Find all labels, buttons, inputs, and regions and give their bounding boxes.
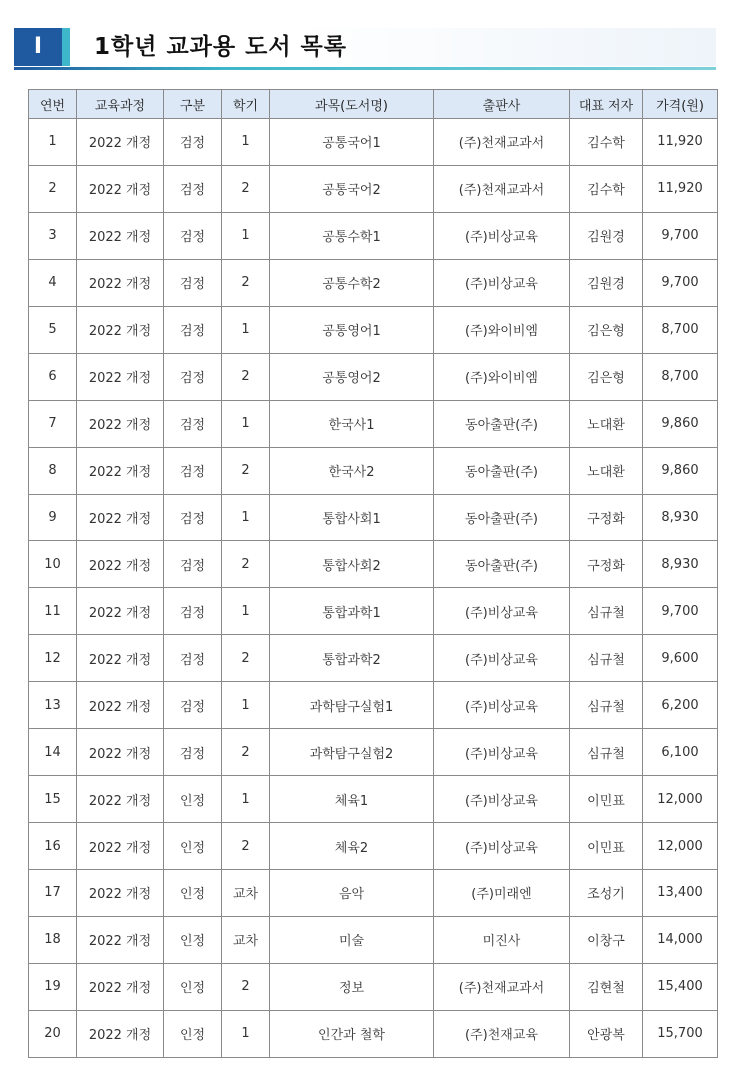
semester-cell: 1 <box>222 306 270 353</box>
section-marker: I <box>14 28 62 66</box>
price-cell: 9,700 <box>643 259 718 306</box>
price-cell: 8,930 <box>643 541 718 588</box>
publisher-cell: 동아출판(주) <box>434 494 570 541</box>
publisher-cell: (주)미래엔 <box>434 870 570 917</box>
publisher-cell: (주)비상교육 <box>434 729 570 776</box>
table-row <box>29 306 718 353</box>
subject-cell: 인간과 철학 <box>270 1010 434 1057</box>
type-cell: 인정 <box>164 776 222 823</box>
author-cell: 김원경 <box>570 212 643 259</box>
type-cell: 검정 <box>164 729 222 776</box>
type-cell: 인정 <box>164 916 222 963</box>
author-cell: 노대환 <box>570 447 643 494</box>
curriculum-cell: 2022 개정 <box>77 494 164 541</box>
type-cell: 검정 <box>164 635 222 682</box>
table-row <box>29 165 718 212</box>
table-row <box>29 494 718 541</box>
publisher-cell: (주)와이비엠 <box>434 353 570 400</box>
subject-cell: 과학탐구실험1 <box>270 682 434 729</box>
price-cell: 14,000 <box>643 916 718 963</box>
price-cell: 8,930 <box>643 494 718 541</box>
publisher-cell: (주)비상교육 <box>434 635 570 682</box>
price-cell: 9,700 <box>643 212 718 259</box>
table-body <box>29 119 718 1058</box>
curriculum-cell: 2022 개정 <box>77 729 164 776</box>
price-cell: 15,700 <box>643 1010 718 1057</box>
semester-cell: 1 <box>222 682 270 729</box>
curriculum-cell: 2022 개정 <box>77 306 164 353</box>
publisher-cell: (주)와이비엠 <box>434 306 570 353</box>
curriculum-cell: 2022 개정 <box>77 1010 164 1057</box>
curriculum-cell: 2022 개정 <box>77 776 164 823</box>
subject-cell: 체육1 <box>270 776 434 823</box>
row-no: 5 <box>29 306 77 353</box>
publisher-cell: (주)비상교육 <box>434 776 570 823</box>
row-no: 8 <box>29 447 77 494</box>
row-no: 16 <box>29 823 77 870</box>
row-no: 11 <box>29 588 77 635</box>
column-header-no: 연번 <box>29 90 77 119</box>
author-cell: 김수학 <box>570 165 643 212</box>
author-cell: 구정화 <box>570 494 643 541</box>
curriculum-cell: 2022 개정 <box>77 916 164 963</box>
type-cell: 검정 <box>164 494 222 541</box>
semester-cell: 2 <box>222 541 270 588</box>
marker-accent-bar <box>62 28 70 66</box>
type-cell: 검정 <box>164 165 222 212</box>
row-no: 6 <box>29 353 77 400</box>
section-header <box>14 28 716 70</box>
curriculum-cell: 2022 개정 <box>77 588 164 635</box>
curriculum-cell: 2022 개정 <box>77 353 164 400</box>
price-cell: 9,700 <box>643 588 718 635</box>
price-cell: 8,700 <box>643 306 718 353</box>
type-cell: 검정 <box>164 541 222 588</box>
type-cell: 검정 <box>164 682 222 729</box>
table-row <box>29 541 718 588</box>
publisher-cell: (주)비상교육 <box>434 259 570 306</box>
table-row <box>29 1010 718 1057</box>
column-header-publisher: 출판사 <box>434 90 570 119</box>
publisher-cell: (주)천재교과서 <box>434 963 570 1010</box>
type-cell: 검정 <box>164 353 222 400</box>
curriculum-cell: 2022 개정 <box>77 682 164 729</box>
price-cell: 9,860 <box>643 400 718 447</box>
semester-cell: 2 <box>222 353 270 400</box>
price-cell: 8,700 <box>643 353 718 400</box>
row-no: 19 <box>29 963 77 1010</box>
price-cell: 11,920 <box>643 165 718 212</box>
price-cell: 6,200 <box>643 682 718 729</box>
subject-cell: 미술 <box>270 916 434 963</box>
subject-cell: 한국사1 <box>270 400 434 447</box>
subject-cell: 공통국어2 <box>270 165 434 212</box>
curriculum-cell: 2022 개정 <box>77 635 164 682</box>
publisher-cell: 동아출판(주) <box>434 447 570 494</box>
price-cell: 13,400 <box>643 870 718 917</box>
row-no: 14 <box>29 729 77 776</box>
column-header-price: 가격(원) <box>643 90 718 119</box>
column-header-author: 대표 저자 <box>570 90 643 119</box>
type-cell: 인정 <box>164 870 222 917</box>
table-row <box>29 212 718 259</box>
table-row <box>29 776 718 823</box>
semester-cell: 2 <box>222 259 270 306</box>
semester-cell: 2 <box>222 729 270 776</box>
author-cell: 조성기 <box>570 870 643 917</box>
subject-cell: 공통영어1 <box>270 306 434 353</box>
type-cell: 검정 <box>164 259 222 306</box>
subject-cell: 공통수학2 <box>270 259 434 306</box>
publisher-cell: (주)비상교육 <box>434 588 570 635</box>
table-header-row <box>29 90 718 119</box>
subject-cell: 체육2 <box>270 823 434 870</box>
publisher-cell: (주)천재교육 <box>434 1010 570 1057</box>
row-no: 10 <box>29 541 77 588</box>
author-cell: 심규철 <box>570 635 643 682</box>
semester-cell: 1 <box>222 588 270 635</box>
publisher-cell: (주)천재교과서 <box>434 165 570 212</box>
row-no: 4 <box>29 259 77 306</box>
semester-cell: 1 <box>222 212 270 259</box>
publisher-cell: (주)비상교육 <box>434 212 570 259</box>
publisher-cell: (주)비상교육 <box>434 823 570 870</box>
semester-cell: 2 <box>222 447 270 494</box>
table-row <box>29 119 718 166</box>
author-cell: 김은형 <box>570 306 643 353</box>
type-cell: 인정 <box>164 823 222 870</box>
curriculum-cell: 2022 개정 <box>77 119 164 166</box>
curriculum-cell: 2022 개정 <box>77 870 164 917</box>
subject-cell: 정보 <box>270 963 434 1010</box>
table-row <box>29 635 718 682</box>
publisher-cell: (주)천재교과서 <box>434 119 570 166</box>
row-no: 2 <box>29 165 77 212</box>
table-row <box>29 682 718 729</box>
curriculum-cell: 2022 개정 <box>77 259 164 306</box>
semester-cell: 교차 <box>222 870 270 917</box>
author-cell: 안광복 <box>570 1010 643 1057</box>
page-title: 1학년 교과용 도서 목록 <box>94 34 347 60</box>
semester-cell: 교차 <box>222 916 270 963</box>
publisher-cell: 동아출판(주) <box>434 541 570 588</box>
semester-cell: 1 <box>222 776 270 823</box>
table-row <box>29 353 718 400</box>
curriculum-cell: 2022 개정 <box>77 165 164 212</box>
publisher-cell: (주)비상교육 <box>434 682 570 729</box>
semester-cell: 1 <box>222 494 270 541</box>
price-cell: 9,860 <box>643 447 718 494</box>
subject-cell: 음악 <box>270 870 434 917</box>
column-header-type: 구분 <box>164 90 222 119</box>
author-cell: 김수학 <box>570 119 643 166</box>
curriculum-cell: 2022 개정 <box>77 823 164 870</box>
semester-cell: 2 <box>222 165 270 212</box>
subject-cell: 통합사회2 <box>270 541 434 588</box>
price-cell: 12,000 <box>643 776 718 823</box>
subject-cell: 통합과학1 <box>270 588 434 635</box>
header-underline <box>14 67 716 70</box>
curriculum-cell: 2022 개정 <box>77 447 164 494</box>
price-cell: 9,600 <box>643 635 718 682</box>
semester-cell: 1 <box>222 400 270 447</box>
type-cell: 검정 <box>164 306 222 353</box>
row-no: 20 <box>29 1010 77 1057</box>
table-row <box>29 916 718 963</box>
price-cell: 12,000 <box>643 823 718 870</box>
semester-cell: 1 <box>222 1010 270 1057</box>
type-cell: 검정 <box>164 447 222 494</box>
publisher-cell: 동아출판(주) <box>434 400 570 447</box>
semester-cell: 1 <box>222 119 270 166</box>
author-cell: 이민표 <box>570 776 643 823</box>
subject-cell: 한국사2 <box>270 447 434 494</box>
author-cell: 이민표 <box>570 823 643 870</box>
type-cell: 검정 <box>164 400 222 447</box>
table-row <box>29 400 718 447</box>
subject-cell: 통합과학2 <box>270 635 434 682</box>
subject-cell: 과학탐구실험2 <box>270 729 434 776</box>
row-no: 18 <box>29 916 77 963</box>
row-no: 1 <box>29 119 77 166</box>
price-cell: 15,400 <box>643 963 718 1010</box>
row-no: 7 <box>29 400 77 447</box>
curriculum-cell: 2022 개정 <box>77 400 164 447</box>
type-cell: 인정 <box>164 963 222 1010</box>
type-cell: 검정 <box>164 212 222 259</box>
curriculum-cell: 2022 개정 <box>77 963 164 1010</box>
subject-cell: 공통영어2 <box>270 353 434 400</box>
row-no: 3 <box>29 212 77 259</box>
author-cell: 이창구 <box>570 916 643 963</box>
author-cell: 심규철 <box>570 588 643 635</box>
row-no: 17 <box>29 870 77 917</box>
type-cell: 검정 <box>164 119 222 166</box>
textbook-table <box>28 89 718 1058</box>
curriculum-cell: 2022 개정 <box>77 212 164 259</box>
row-no: 9 <box>29 494 77 541</box>
author-cell: 김원경 <box>570 259 643 306</box>
type-cell: 인정 <box>164 1010 222 1057</box>
table-row <box>29 963 718 1010</box>
column-header-semester: 학기 <box>222 90 270 119</box>
author-cell: 심규철 <box>570 729 643 776</box>
subject-cell: 통합사회1 <box>270 494 434 541</box>
column-header-curriculum: 교육과정 <box>77 90 164 119</box>
subject-cell: 공통국어1 <box>270 119 434 166</box>
row-no: 12 <box>29 635 77 682</box>
type-cell: 검정 <box>164 588 222 635</box>
price-cell: 11,920 <box>643 119 718 166</box>
table-row <box>29 588 718 635</box>
author-cell: 노대환 <box>570 400 643 447</box>
semester-cell: 2 <box>222 963 270 1010</box>
row-no: 13 <box>29 682 77 729</box>
table-row <box>29 259 718 306</box>
author-cell: 김은형 <box>570 353 643 400</box>
table-row <box>29 870 718 917</box>
subject-cell: 공통수학1 <box>270 212 434 259</box>
table-row <box>29 447 718 494</box>
semester-cell: 2 <box>222 635 270 682</box>
price-cell: 6,100 <box>643 729 718 776</box>
author-cell: 심규철 <box>570 682 643 729</box>
table-row <box>29 823 718 870</box>
publisher-cell: 미진사 <box>434 916 570 963</box>
author-cell: 김현철 <box>570 963 643 1010</box>
row-no: 15 <box>29 776 77 823</box>
table-row <box>29 729 718 776</box>
semester-cell: 2 <box>222 823 270 870</box>
author-cell: 구정화 <box>570 541 643 588</box>
curriculum-cell: 2022 개정 <box>77 541 164 588</box>
column-header-subject: 과목(도서명) <box>270 90 434 119</box>
